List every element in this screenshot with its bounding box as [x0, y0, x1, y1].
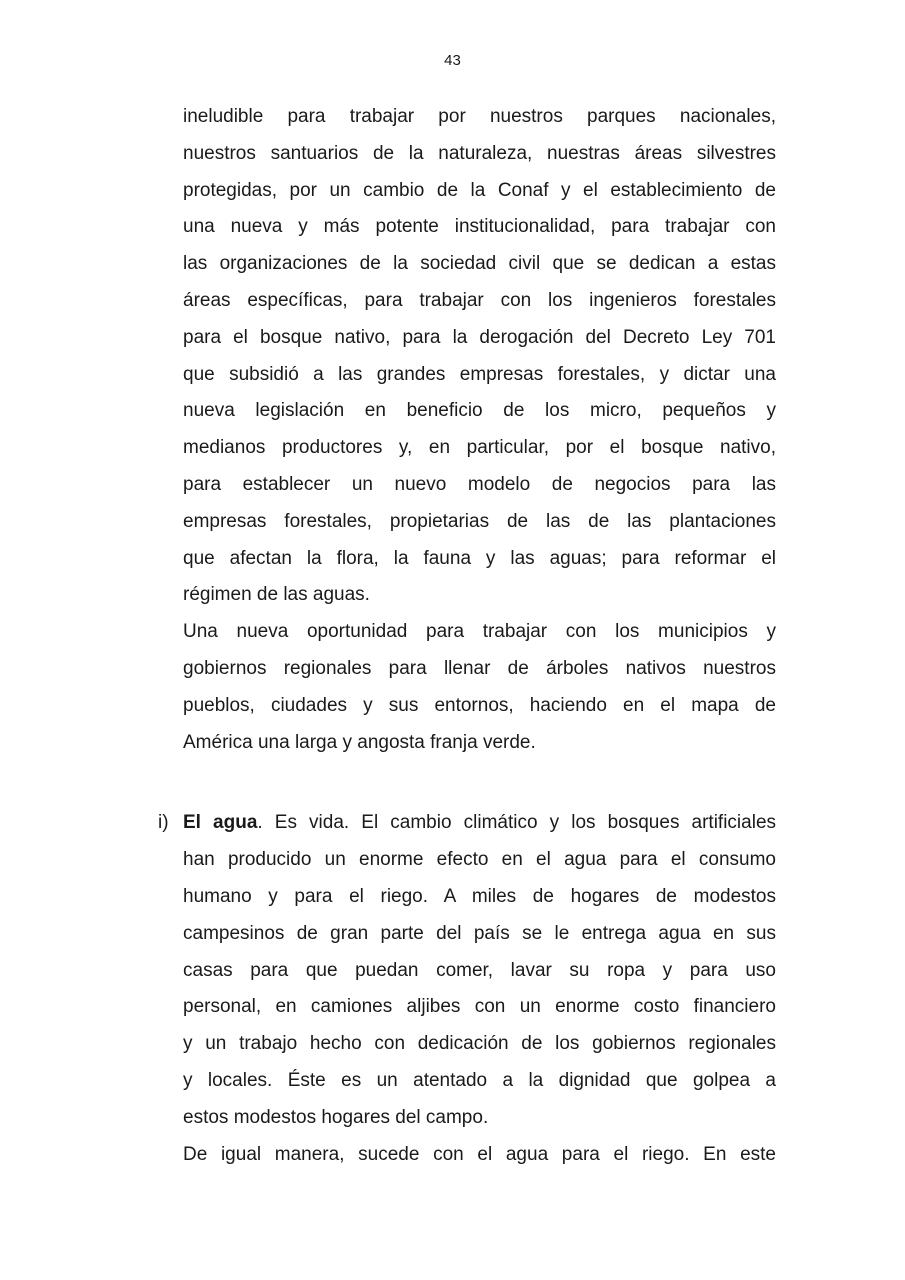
text-line: personal, en camiones aljibes con un enorme costo financiero — [183, 996, 776, 1018]
text-line: pueblos, ciudades y sus entornos, haciendo en el mapa de — [183, 694, 776, 716]
list-item-body — [183, 842, 776, 1136]
text-line: han producido un enorme efecto en el agua para el consumo — [183, 849, 776, 871]
text-line: nueva legislación en beneficio de los micro, pequeños y — [183, 400, 776, 422]
list-item-first-line-rest: . Es vida. El cambio climático y los bosques artificiales — [257, 812, 777, 834]
text-line: protegidas, por un cambio de la Conaf y el establecimiento de — [183, 179, 776, 201]
text-line: Una nueva oportunidad para trabajar con los municipios y — [183, 621, 776, 643]
text-line: y locales. Éste es un atentado a la dignidad que golpea a — [183, 1069, 776, 1091]
text-line: para el bosque nativo, para la derogación del Decreto Ley 701 — [183, 326, 776, 348]
text-line — [183, 805, 776, 842]
text-line: una nueva y más potente institucionalidad, para trabajar con — [183, 216, 776, 238]
text-line: nuestros santuarios de la naturaleza, nuestras áreas silvestres — [183, 142, 776, 164]
text-line: régimen de las aguas. — [183, 584, 370, 606]
list-item-continuation — [183, 1137, 776, 1174]
list-item-marker: i) — [158, 812, 169, 834]
text-line: De igual manera, sucede con el agua para el riego. En este — [183, 1143, 776, 1165]
text-line: gobiernos regionales para llenar de árboles nativos nuestros — [183, 657, 776, 679]
page-content — [158, 99, 777, 1173]
text-line: las organizaciones de la sociedad civil que se dedican a estas — [183, 253, 776, 275]
text-line: que afectan la flora, la fauna y las aguas; para reformar el — [183, 547, 776, 569]
text-line: que subsidió a las grandes empresas forestales, y dictar una — [183, 363, 776, 385]
page-number: 43 — [444, 52, 461, 69]
text-line: humano y para el riego. A miles de hogares de modestos — [183, 885, 776, 907]
text-line: campesinos de gran parte del país se le entrega agua en sus — [183, 922, 776, 944]
list-item-bold-lead: El agua — [183, 812, 258, 834]
text-line: ineludible para trabajar por nuestros parques nacionales, — [183, 106, 776, 127]
text-line: medianos productores y, en particular, por el bosque nativo, — [183, 437, 776, 459]
paragraph-municipalities — [183, 614, 776, 761]
text-line: casas para que puedan comer, lavar su ropa y para uso — [183, 959, 776, 981]
text-line: para establecer un nuevo modelo de negocios para las — [183, 473, 776, 495]
text-line: áreas específicas, para trabajar con los ingenieros forestales — [183, 289, 776, 311]
paragraph-forests — [183, 99, 776, 614]
text-line: empresas forestales, propietarias de las de las plantaciones — [183, 510, 776, 532]
text-line: y un trabajo hecho con dedicación de los gobiernos regionales — [183, 1033, 776, 1055]
list-item-el-agua — [158, 805, 777, 1173]
text-line: estos modestos hogares del campo. — [183, 1106, 489, 1128]
text-line: América una larga y angosta franja verde. — [183, 731, 536, 753]
